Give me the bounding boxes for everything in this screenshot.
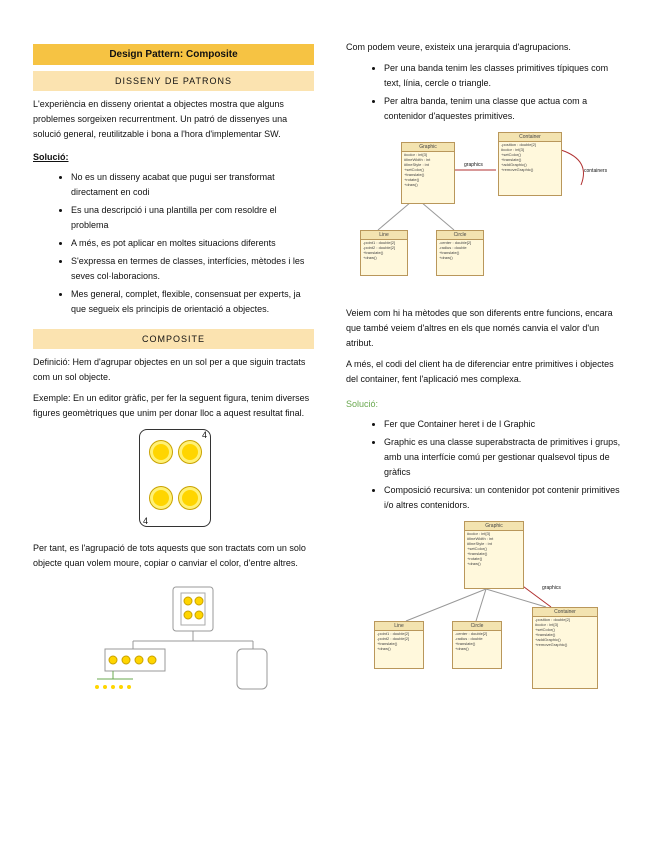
uml-class-line: Line -point1 : double[2] -point2 : double[2] +translate() +draw() — [360, 230, 408, 276]
hierarchy-paragraph: Com podem veure, existeix una jerarquia d'agrupacions. — [346, 42, 571, 52]
uml-class-title: Circle — [453, 622, 501, 631]
solucio-heading: Solució: — [33, 152, 69, 162]
uml-class-title: Circle — [437, 231, 483, 240]
definicio-paragraph: Definició: Hem d'agrupar objectes en un sol per a que siguin tractats com un sol objecte. — [33, 357, 306, 382]
list-item: • Fer que Container heret i de l Graphic — [384, 417, 624, 432]
list-item: • Per una banda tenim les classes primitives típiques com text, línia, cercle o triangle. — [384, 61, 624, 91]
uml-class-graphic: Graphic #color : int[3] #lineWidth : int #lineStyle : int +setColor() +translate() +rotate() +draw() — [464, 521, 524, 589]
uml-class-title: Container — [499, 133, 561, 142]
sun-icon — [182, 444, 198, 460]
uml-class-title: Line — [361, 231, 407, 240]
uml-diagram-after — [346, 521, 624, 701]
composite-figure — [139, 429, 211, 527]
hierarchy-bullet-list — [346, 61, 624, 124]
exemple-paragraph: Exemple: En un editor gràfic, per fer la seguent figura, tenim diverses figures geomètriques que unim per donar lloc a aquest resultat final. — [33, 393, 310, 418]
uml-class-circle: Circle -center : double[2] -radius : double +translate() +draw() — [452, 621, 502, 669]
right-column — [346, 40, 624, 701]
composite-tree-figure — [93, 583, 293, 708]
section-heading-composite: COMPOSITE — [33, 329, 314, 349]
pattern-bullet-list — [33, 170, 314, 317]
figure-number: 4 — [143, 516, 149, 526]
uml-class-container: Container -position : double[2] #color : int[3] +setColor() +translate() +addGraphic() +removeGraphic() — [498, 132, 562, 196]
list-item: • Es una descripció i una plantilla per com resoldre el problema — [71, 203, 314, 233]
uml-class-title: Line — [375, 622, 423, 631]
uml-class-title: Graphic — [465, 522, 523, 531]
list-item: • No es un disseny acabat que pugui ser transformat directament en codi — [71, 170, 314, 200]
uml-association-label: containers — [584, 168, 608, 174]
figure-number: 4 — [201, 430, 207, 440]
list-item: • Graphic es una classe superabstracta de primitives i grups, amb una interfície comú per gestionar qualsevol tipus de gràfics — [384, 435, 624, 480]
uml-class-container: Container -position : double[2] #color : int[3] +setColor() +translate() +addGraphic() +removeGraphic() — [532, 607, 598, 689]
uml-diagram-before — [346, 130, 624, 298]
uml-class-circle: Circle -center : double[2] -radius : double +translate() +draw() — [436, 230, 484, 276]
tree-diagram — [93, 583, 293, 708]
uml-association-label: graphics — [542, 585, 561, 591]
uml-class-graphic: Graphic #color : int[3] #lineWidth : int #lineStyle : int +setColor() +translate() +rotate() +draw() — [401, 142, 455, 204]
list-item: • S'expressa en termes de classes, interfícies, mètodes i les seves col·laboracions. — [71, 254, 314, 284]
section-heading-patrons: DISSENY DE PATRONS — [33, 71, 314, 91]
list-item: • Per altra banda, tenim una classe que actua com a contenidor d'aquestes primitives. — [384, 94, 624, 124]
left-column — [33, 44, 314, 708]
list-item: • Composició recursiva: un contenidor pot contenir primitives i/o altres contenidors. — [384, 483, 624, 513]
uml-association-label: graphics — [464, 162, 483, 168]
solution-bullet-list — [346, 417, 624, 513]
solucio-heading-right: Solució: — [346, 399, 379, 409]
uml-class-title: Container — [533, 608, 597, 617]
list-item: • Mes general, complet, flexible, consensuat per experts, ja que segueix els principis de orientació a objectes. — [71, 287, 314, 317]
client-paragraph: A més, el codi del client ha de diferenciar entre primitives i objectes del container, fent l'aplicació mes complexa. — [346, 359, 614, 384]
document-title: Design Pattern: Composite — [33, 44, 314, 65]
uml-class-title: Graphic — [402, 143, 454, 152]
sun-icon — [153, 444, 169, 460]
intro-paragraph: L'experiència en disseny orientat a objectes mostra que alguns problemes sorgeixen recurrentment. Un patró de dissenyes una solució general, reutilitzable i bona a l'hora d'implementar SW. — [33, 99, 288, 139]
sun-icon — [182, 490, 198, 506]
list-item: • A més, es pot aplicar en moltes situacions diferents — [71, 236, 314, 251]
sun-icon — [153, 490, 169, 506]
uml-class-line: Line -point1 : double[2] -point2 : double[2] +translate() +draw() — [374, 621, 424, 669]
methods-paragraph: Veiem com hi ha mètodes que son diferents entre funcions, encara que també veiem d'altres en els que només canvia el valor d'un atribut. — [346, 308, 613, 348]
conclusion-paragraph: Per tant, es l'agrupació de tots aquests que son tractats com un solo objecte quan volem moure, copiar o canviar el color, d'entre altres. — [33, 543, 306, 568]
